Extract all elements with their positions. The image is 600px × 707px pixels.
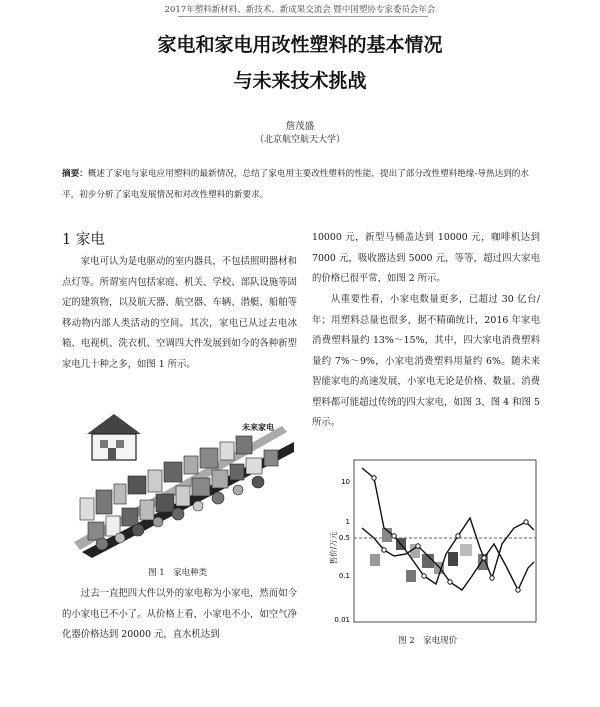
fig2-ytick-0.1: 0.1 — [338, 572, 350, 580]
section-number: 1 — [62, 232, 72, 248]
left-paragraph-1: 家电可认为是电驱动的室内器具，不包括照明器材和点灯等。所谓室内包括家庭、机关、学校、部队设施等固定的建筑物，以及航天器、航空器、车辆、潜艇、船舶等移动物内部人类活动的空间。其次，家电已从过去电冰箱、电视机、洗衣机、空调四大件发展到如今的各种新型家电几十种之多，如图 1 所示。 — [62, 256, 297, 370]
figure-2-chart — [322, 458, 540, 628]
figure-1 — [62, 412, 302, 560]
right-paragraph-1: 10000 元，新型马桶盖达到 10000 元，咖啡机达到 7000 元，吸收器达到 5000 元，等等，超过四大家电的价格已很平常，如图 2 所示。 — [312, 232, 540, 284]
author: 詹茂盛 — [285, 121, 315, 132]
left-paragraph-2: 过去一直把四大件以外的家电称为小家电，然而如今的小家电已不小了。从价格上看，小家电不小，如空气净化器价格达到 20000 元，直水机达到 — [62, 588, 297, 640]
figure-1-image — [62, 412, 302, 560]
running-header: 2017年塑料新材料、新技术、新成果交流会 暨中国塑协专家委员会年会 — [164, 5, 436, 15]
section-title: 家电 — [75, 232, 105, 248]
fig2-ytick-0.01: 0.01 — [334, 616, 350, 624]
figure-2-caption: 图 2 家电现价 — [398, 636, 458, 646]
title-line-2: 与未来技术挑战 — [233, 70, 367, 92]
figure-1-caption: 图 1 家电种类 — [148, 568, 208, 578]
abstract — [62, 164, 542, 206]
fig2-plot-frame — [354, 460, 536, 622]
fig2-ytick-10: 10 — [341, 478, 350, 486]
fig2-ytick-0.5: 0.5 — [338, 534, 350, 542]
header-rule — [178, 16, 428, 17]
title-line-1: 家电和家电用改性塑料的基本情况 — [157, 34, 443, 56]
house-icon — [87, 414, 141, 460]
fig2-ytick-1: 1 — [345, 518, 350, 526]
fig2-ylabel: 售价/万元 — [329, 531, 338, 565]
right-paragraph-2: 从重要性看，小家电数量更多，已超过 30 亿台/年；用塑料总量也很多，据不精确统计，2016 年家电消费塑料量约 13%～15%，其中，四大家电消费塑料量约 7%～9%，小家电消费塑料用量约 6%。随未来智能家电的高速发展，小家电无论是价格、数量、消费塑料都可能超过传统的四大家电，如图 3、图 4 和图 5 所示。 — [312, 294, 540, 428]
affiliation: （北京航空航天大学） — [254, 135, 345, 145]
abstract-label: 摘要： — [62, 169, 88, 179]
fig1-label: 未来家电 — [242, 423, 274, 432]
abstract-text: 概述了家电与家电应用塑料的最新情况，总结了家电用主要改性塑料的性能，提出了部分改性塑料绝缘-导热达到的水平，初步分析了家电发展情况和对改性塑料的新要求。 — [62, 169, 529, 200]
section-heading — [62, 228, 105, 249]
figure-2 — [322, 458, 540, 628]
